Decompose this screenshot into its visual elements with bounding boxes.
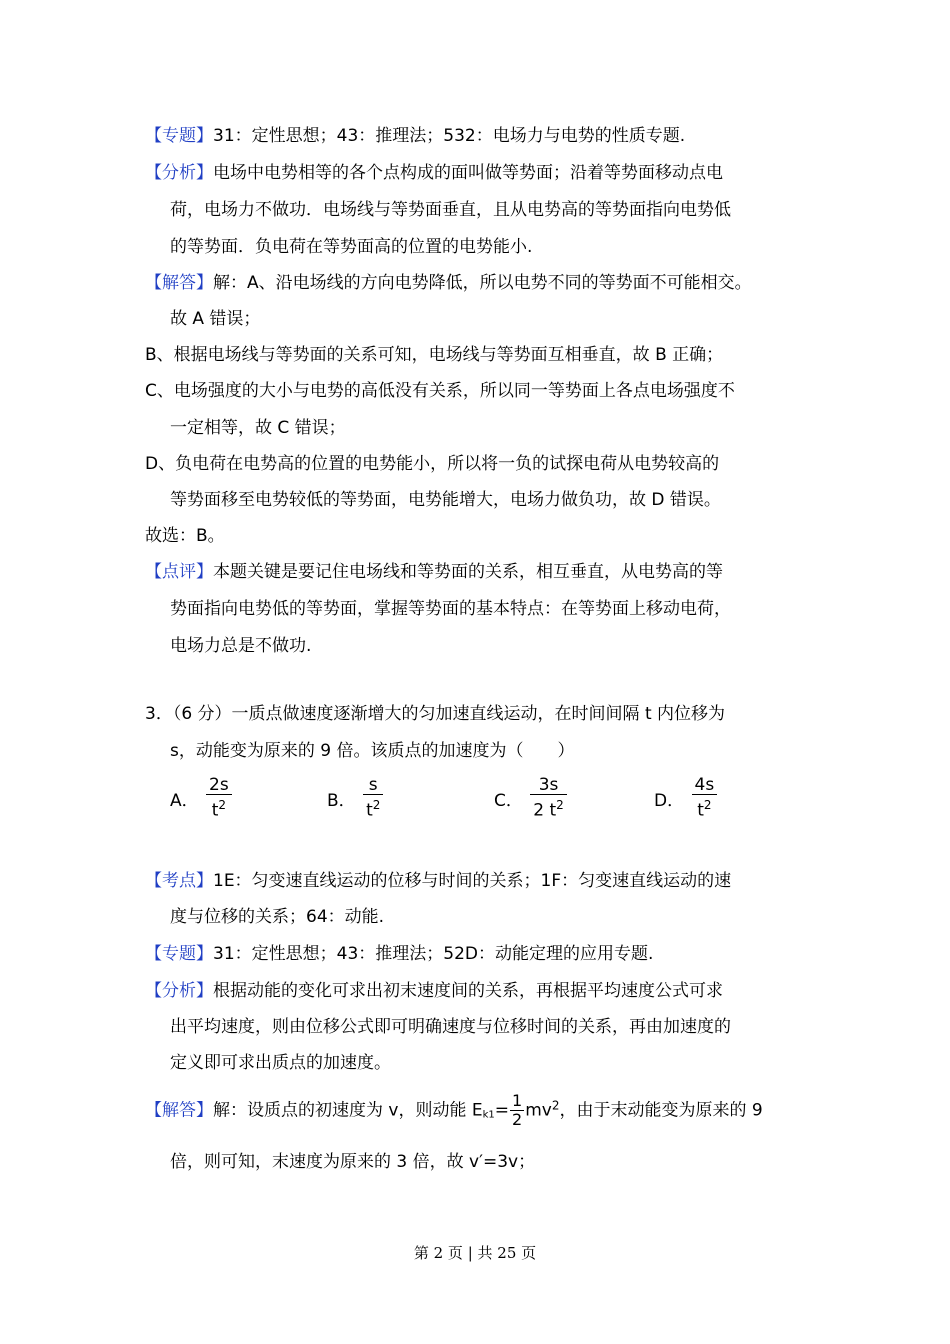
option-c-fraction [530, 776, 567, 821]
kaodian-text-1: 1E：匀变速直线运动的位移与时间的关系；1F：匀变速直线运动的速 [213, 871, 732, 891]
q3-jieda-subscript: k1 [482, 1109, 495, 1121]
dianping-tag: 【点评】 [145, 562, 213, 582]
q3-jieda-equals: = [494, 1100, 510, 1121]
q3-zhuanti-line [145, 942, 653, 966]
option-d-numerator: 4s [694, 775, 715, 795]
q3-zhuanti-text: 31：定性思想；43：推理法；52D：动能定理的应用专题. [213, 944, 654, 964]
q3-fenxi-line-1 [145, 979, 723, 1003]
dianping-line-1 [145, 560, 723, 584]
page-footer: 第 2 页 | 共 25 页 [413, 1244, 537, 1262]
fenxi-line-1 [145, 161, 723, 185]
option-a-denominator: $t^2$ [206, 794, 232, 821]
q3-jieda-pre: 解：设质点的初速度为 v，则动能 E [213, 1100, 483, 1121]
kaodian-line-1 [145, 869, 731, 893]
option-b-denominator: $t^2$ [363, 794, 383, 821]
zhuanti-text: 31：定性思想；43：推理法；532：电场力与电势的性质专题. [213, 126, 686, 146]
option-b-analysis: B、根据电场线与等势面的关系可知，电场线与等势面互相垂直，故 B 正确； [145, 345, 724, 365]
fenxi-text-2: 荷，电场力不做功．电场线与等势面垂直，且从电势高的等势面指向电势低 [170, 200, 731, 220]
option-d-analysis-2: 等势面移至电势较低的等势面，电势能增大，电场力做负功，故 D 错误。 [170, 490, 721, 510]
half-fraction [510, 1092, 524, 1129]
option-a-numerator: 2s [209, 775, 229, 795]
answer-line: 故选：B。 [145, 526, 225, 546]
fenxi-text-3: 的等势面．负电荷在等势面高的位置的电势能小. [170, 237, 533, 257]
jieda-line-1 [145, 271, 752, 295]
q3-jieda-post: ，由于末动能变为原来的 9 [559, 1100, 763, 1121]
option-b-fraction [363, 776, 383, 821]
q3-fenxi-tag: 【分析】 [145, 981, 213, 1001]
dianping-text-2: 势面指向电势低的等势面，掌握等势面的基本特点：在等势面上移动电荷， [170, 599, 731, 619]
option-b[interactable] [327, 776, 385, 821]
kaodian-text-2: 度与位移的关系；64：动能. [170, 907, 385, 927]
half-numerator: 1 [512, 1091, 523, 1110]
option-d-analysis-1: D、负电荷在电势高的位置的电势能小，所以将一负的试探电荷从电势较高的 [145, 454, 720, 474]
q3-jieda-tag: 【解答】 [145, 1100, 213, 1121]
dianping-text-1: 本题关键是要记住电场线和等势面的关系，相互垂直，从电势高的等 [213, 562, 723, 582]
option-d-denominator: $t^2$ [692, 794, 718, 821]
option-d[interactable] [654, 776, 719, 821]
option-a-label: A． [170, 790, 199, 811]
fenxi-text-1: 电场中电势相等的各个点构成的面叫做等势面；沿着等势面移动点电 [213, 163, 723, 183]
dianping-text-3: 电场力总是不做功. [170, 636, 312, 656]
jieda-text-1: 解：A、沿电场线的方向电势降低，所以电势不同的等势面不可能相交。 [213, 273, 752, 293]
fenxi-tag: 【分析】 [145, 163, 213, 183]
option-c-analysis-1: C、电场强度的大小与电势的高低没有关系，所以同一等势面上各点电场强度不 [145, 381, 735, 401]
jieda-text-2: 故 A 错误； [170, 309, 261, 329]
jieda-tag: 【解答】 [145, 273, 213, 293]
option-c[interactable] [494, 776, 569, 821]
option-b-label: B． [327, 790, 356, 811]
option-c-analysis-2: 一定相等，故 C 错误； [170, 418, 346, 438]
option-b-numerator: s [368, 775, 378, 795]
q3-jieda-mv: mv [525, 1100, 552, 1121]
option-c-label: C． [494, 790, 523, 811]
q3-jieda-text-2: 倍，则可知，末速度为原来的 3 倍，故 v′=3v； [170, 1152, 536, 1172]
zhuanti-line-1 [145, 124, 685, 148]
kaodian-tag: 【考点】 [145, 871, 213, 891]
q3-zhuanti-tag: 【专题】 [145, 944, 213, 964]
option-d-label: D． [654, 790, 685, 811]
question-3-stem-1: 3．（6 分）一质点做速度逐渐增大的匀加速直线运动，在时间间隔 t 内位移为 [145, 704, 726, 724]
option-c-denominator: 2 $t^2$ [530, 794, 567, 821]
half-denominator: 2 [512, 1110, 523, 1129]
q3-fenxi-text-3: 定义即可求出质点的加速度。 [170, 1053, 391, 1073]
q3-fenxi-text-2: 出平均速度，则由位移公式即可明确速度与位移时间的关系，再由加速度的 [170, 1017, 731, 1037]
zhuanti-tag: 【专题】 [145, 126, 213, 146]
q3-fenxi-text-1: 根据动能的变化可求出初末速度间的关系，再根据平均速度公式可求 [213, 981, 723, 1001]
option-c-numerator: 3s [538, 775, 559, 795]
q3-jieda-line-1 [145, 1092, 763, 1129]
option-d-fraction [692, 776, 718, 821]
q3-jieda-square: 2 [551, 1098, 560, 1113]
question-3-stem-2: s，动能变为原来的 9 倍。该质点的加速度为（ ） [170, 741, 575, 761]
option-a-fraction [206, 776, 232, 821]
option-a[interactable] [170, 776, 234, 821]
